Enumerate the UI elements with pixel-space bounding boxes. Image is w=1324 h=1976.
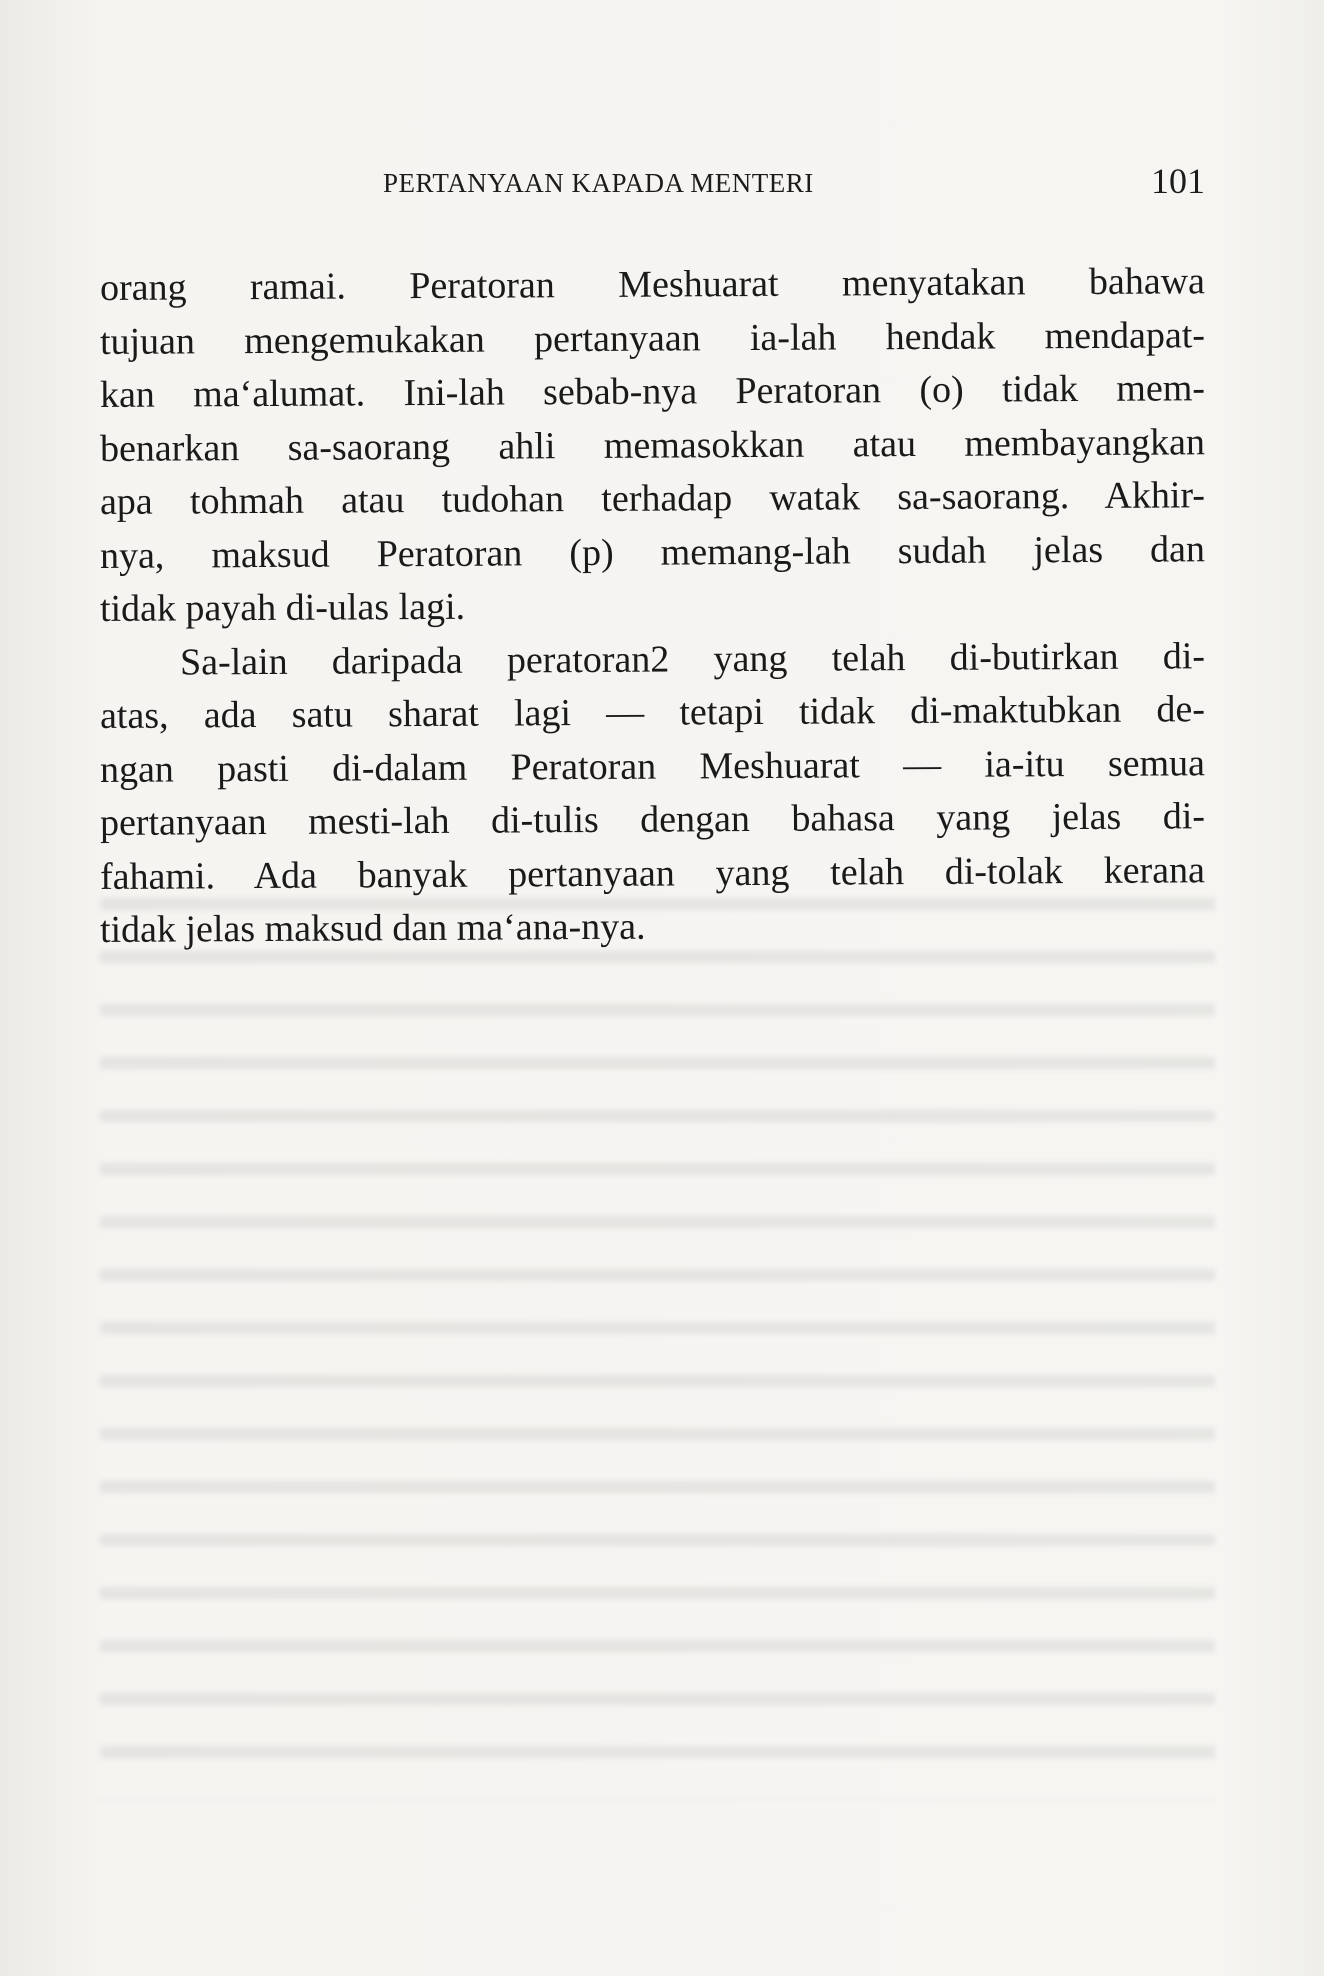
page-header <box>100 160 1205 210</box>
text-line: nya, maksud Peratoran (p) memang-lah sudah jelas dan <box>99 527 1206 577</box>
text-line: apa tohmah atau tudohan terhadap watak sa-saorang. Akhir- <box>99 474 1206 523</box>
text-line: pertanyaan mesti-lah di-tulis dengan bahasa yang jelas di- <box>99 795 1206 844</box>
text-line: ngan pasti di-dalam Peratoran Meshuarat — ia-itu semua <box>99 741 1206 791</box>
text-line: benarkan sa-saorang ahli memasokkan atau membayangkan <box>99 420 1206 470</box>
paragraph-2 <box>99 634 1206 958</box>
running-title: PERTANYAAN KAPADA MENTERI <box>383 168 814 198</box>
paragraph-1 <box>100 262 1205 637</box>
text-line: tidak jelas maksud dan ma‘ana-nya. <box>99 905 646 951</box>
show-through-text <box>100 880 1215 1800</box>
text-line: fahami. Ada banyak pertanyaan yang telah di-tolak kerana <box>99 848 1206 898</box>
text-line: atas, ada satu sharat lagi — tetapi tidak di-maktubkan de- <box>99 688 1206 737</box>
body-text <box>100 262 1205 958</box>
page-number: 101 <box>1151 161 1205 201</box>
text-line: kan ma‘alumat. Ini-lah sebab-nya Peratoran (o) tidak mem- <box>99 367 1206 416</box>
text-line: tujuan mengemukakan pertanyaan ia-lah hendak mendapat- <box>99 313 1206 363</box>
text-line: Sa-lain daripada peratoran2 yang telah di-butirkan di- <box>179 634 1206 684</box>
text-line: orang ramai. Peratoran Meshuarat menyatakan bahawa <box>99 260 1206 309</box>
text-line: tidak payah di-ulas lagi. <box>99 585 466 630</box>
